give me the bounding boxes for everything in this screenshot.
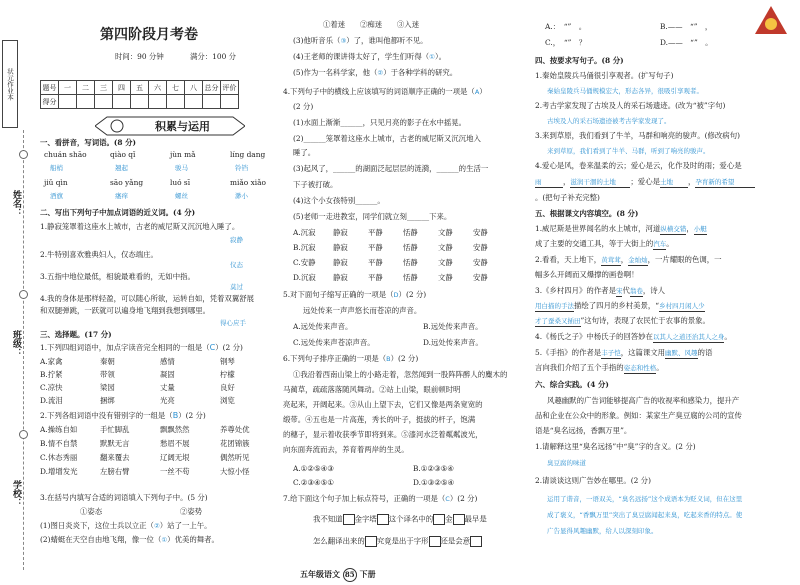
option-item: B.沉寂 bbox=[293, 243, 316, 252]
q6-passage-line: ①我沿着西南山梁上的小路走着，忽然闻到一股阵阵醉人的麋木的 bbox=[293, 370, 508, 379]
pinyin-5: jiǔ qìn bbox=[44, 178, 68, 187]
s3-q3b: (2)蜻蜓在天空自由地飞翔，像一位（①）优美的舞者。 bbox=[40, 535, 219, 544]
answer-word: 渺小 bbox=[235, 192, 248, 200]
score-header-cell: 六 bbox=[149, 81, 167, 95]
option-item: 带领 bbox=[100, 370, 115, 379]
answer-word: 螺丝 bbox=[175, 192, 188, 200]
q5-sentence: 远处传来一声声悠长而苍凉的声音。 bbox=[303, 306, 422, 315]
s6-para-2: 品和企业在公众中的形象。例如：某家生产臭豆腐的公司的宣传 bbox=[535, 411, 742, 420]
column-1 bbox=[40, 0, 275, 585]
q6-passage-line: 亮起来，开阔起来。③从山上望下去，它们又像是两条宽宽的 bbox=[283, 400, 483, 409]
s6-a2-line1: 运用了谐音，一语双关，“臭名远扬”这个成语本为贬义词，但在这里 bbox=[547, 495, 743, 503]
option-item: 安静 bbox=[473, 228, 488, 237]
score-cell bbox=[95, 95, 113, 109]
option-item: 恬静 bbox=[403, 228, 418, 237]
answer-word: 翘起 bbox=[115, 164, 128, 172]
q7-sentence-2: 怎么翻译出来的 究竟是出于字形 还是会意 bbox=[313, 536, 482, 547]
pinyin-1: chuán shāo bbox=[44, 150, 87, 159]
s6-para-3: 语是“臭名远扬，香飘万里”。 bbox=[535, 426, 632, 435]
s2-a3: 莫过 bbox=[230, 283, 243, 291]
option-item: A.操练自如 bbox=[40, 425, 78, 434]
name-label: 姓名： bbox=[11, 190, 21, 217]
s6-title: 六、综合实践。(4 分) bbox=[535, 380, 609, 389]
q4-p5: (5)老师一走进教室，同学们就立刻______下来。 bbox=[293, 212, 452, 221]
answer-word: 铃铛 bbox=[235, 164, 248, 172]
option-item: C.休态秀丽 bbox=[40, 453, 78, 462]
score-cell bbox=[77, 95, 95, 109]
s6-a2-line2: 成了褒义，“香飘万里”突出了臭豆腐闻起来臭，吃起来香的特点。使 bbox=[547, 511, 743, 519]
s4-q4-end: 。(把句子补充完整) bbox=[535, 193, 600, 202]
option-item: 静寂 bbox=[333, 228, 348, 237]
q7-opt-a: A.： “” 。 bbox=[545, 22, 587, 31]
s2-title: 二、写出下列句子中加点词语的近义词。(4 分) bbox=[40, 208, 196, 217]
s6-q1: 1.请解释这里“臭名远扬”中“臭”字的含义。(2 分) bbox=[535, 442, 696, 451]
s4-q3: 3.来到草原，我们看到了牛羊，马群和响亮的骏声。(修改病句) bbox=[535, 131, 740, 140]
option-item: 恬静 bbox=[403, 243, 418, 252]
school-label: 学校： bbox=[11, 480, 21, 507]
s6-a2-line3: 广告显得风趣幽默，给人以深刻印象。 bbox=[547, 527, 658, 535]
q6: 6.下列句子排序正确的一项是（B）(2 分) bbox=[283, 354, 419, 363]
q7-opt-c: C.， “” ？ bbox=[545, 38, 587, 47]
s4-a3: 来到草原，我们看到了牛羊、马群，听到了响亮的骏声。 bbox=[547, 147, 710, 155]
s6-a1: 臭豆腐的味道 bbox=[547, 459, 586, 467]
s2-a2: 仪态 bbox=[230, 261, 243, 269]
score-header-cell: 七 bbox=[167, 81, 185, 95]
s3-opt-1: ①姿态 bbox=[80, 507, 103, 516]
option-item: 柠檬 bbox=[220, 370, 235, 379]
s5-title: 五、根据课文内容填空。(8 分) bbox=[535, 209, 639, 218]
q4: 4.下列句子中的横线上应该填写的词语顺序正确的一项是（A） bbox=[283, 87, 487, 96]
binding-margin bbox=[0, 0, 34, 585]
option-item: 钢琴 bbox=[220, 357, 235, 366]
option-item: 梁园 bbox=[100, 383, 115, 392]
s2-q4b: 和双腿弹跳，一跃就可以遍身地飞翔到我想到哪里。 bbox=[40, 306, 210, 315]
q6-passage-line: 向东面奔流而去，养育着两岸的生灵。 bbox=[283, 445, 409, 454]
section-banner bbox=[95, 115, 245, 137]
option-item: 翻来覆去 bbox=[100, 453, 130, 462]
option-item: 静寂 bbox=[333, 273, 348, 282]
option-item: 偶然听见 bbox=[220, 453, 250, 462]
brand-note: 状元作业本 bbox=[2, 40, 18, 128]
q6-opt-b: B.①②③⑤④ bbox=[413, 464, 454, 473]
page-title: 第四阶段月考卷 bbox=[100, 27, 198, 43]
s2-a1: 寂静 bbox=[230, 236, 243, 244]
score-cell bbox=[221, 95, 239, 109]
option-item: 花团锦簇 bbox=[220, 439, 250, 448]
s4-a2: 古埃及人的采石场遗迹被考古学家发现了。 bbox=[547, 117, 671, 125]
option-item: 文静 bbox=[438, 228, 453, 237]
column-2 bbox=[283, 0, 528, 585]
s4-q2: 2.考古学家发现了古埃及人的采石场遗迹。(改为“被”字句) bbox=[535, 101, 726, 110]
s4-q4-blanks: 雨 ，滋润干涸的土地 ；爱心是土地 ，孕育新的希望 bbox=[535, 177, 755, 188]
score-header-cell: 题号 bbox=[41, 81, 59, 95]
option-item: 秦朝 bbox=[100, 357, 115, 366]
pinyin-6: sāo yǎng bbox=[110, 178, 144, 187]
page-footer bbox=[300, 568, 376, 582]
option-item: A.家禽 bbox=[40, 357, 63, 366]
s5-q3: 3.《乡村四月》的作者是宋代翁卷，诗人 bbox=[535, 286, 666, 295]
s5-q1: 1.威尼斯是世界闻名的水上城市，河道纵横交错，小艇 bbox=[535, 224, 707, 233]
footer-subject: 五年级语文 bbox=[300, 569, 340, 579]
option-item: 养尊处优 bbox=[220, 425, 250, 434]
class-label: 班级： bbox=[11, 330, 21, 357]
c2-line4: (4)王老师的课讲得太好了，学生们听得（①）。 bbox=[293, 52, 447, 61]
s5-q1b: 成了主要的交通工具，等于大街上的汽车。 bbox=[535, 239, 674, 248]
option-item: 飘飘然然 bbox=[160, 425, 190, 434]
option-item: 手忙脚乱 bbox=[100, 425, 130, 434]
s4-q4: 4.爱心是风，卷来温柔的云；爱心是云，化作及时的雨；爱心是 bbox=[535, 161, 742, 170]
option-item: 丈量 bbox=[160, 383, 175, 392]
score-cell: 得分 bbox=[41, 95, 59, 109]
option-item: 安静 bbox=[473, 258, 488, 267]
q7-opt-d: D.—— “” 。 bbox=[660, 38, 713, 47]
s6-para-1: 风趣幽默的广告词能够提高广告的收视率和感染力，提升产 bbox=[547, 396, 740, 405]
footer-term: 下册 bbox=[359, 569, 376, 579]
option-item: 恬静 bbox=[403, 258, 418, 267]
score-cell bbox=[131, 95, 149, 109]
score-table bbox=[40, 80, 239, 109]
score-header-cell: 五 bbox=[131, 81, 149, 95]
option-item: 安静 bbox=[473, 243, 488, 252]
pinyin-3: jùn mǎ bbox=[170, 150, 196, 159]
score-cell bbox=[59, 95, 77, 109]
q4-p3a: (3)起风了，______的湖面泛起层层的涟漪，______的生活一 bbox=[293, 164, 489, 173]
s3-q3a: (1)图日炎炎下，这位士兵以立正（②）站了一上午。 bbox=[40, 521, 212, 530]
s2-a4: 得心应手 bbox=[220, 319, 246, 327]
option-item: 安静 bbox=[473, 273, 488, 282]
c2-line5: (5)作为一名科学家，他（②）于各种学科的研究。 bbox=[293, 68, 458, 77]
hole-dot bbox=[19, 150, 28, 159]
q4-score: (2 分) bbox=[293, 102, 314, 111]
s2-q4a: 4.我的身体是那样轻盈，可以随心所欲，运转自如，凭着双翼舒展 bbox=[40, 294, 254, 303]
option-item: 感情 bbox=[160, 357, 175, 366]
pinyin-7: luó sī bbox=[170, 178, 191, 187]
s3-title: 三、选择题。(17 分) bbox=[40, 330, 112, 339]
s5-q5: 5.《手指》的作者是丰子恺，这篇课文用幽默、风趣的语 bbox=[535, 348, 713, 357]
s2-q1: 1.静寂笼罩着这座水上城市，古老的威尼斯又沉沉地入睡了。 bbox=[40, 222, 240, 231]
option-item: 良好 bbox=[220, 383, 235, 392]
s3-q3: 3.在括号内填写合适的词语填入下列句子中。(5 分) bbox=[40, 493, 208, 502]
score-header-cell: 评价 bbox=[221, 81, 239, 95]
option-item: B.情不自禁 bbox=[40, 439, 78, 448]
score-header-cell: 四 bbox=[113, 81, 131, 95]
option-item: 光亮 bbox=[160, 396, 175, 405]
q7-opt-b: B.—— “” ， bbox=[660, 22, 713, 31]
hole-dot bbox=[19, 430, 28, 439]
option-item: 恬静 bbox=[403, 273, 418, 282]
score-header-cell: 三 bbox=[95, 81, 113, 95]
option-item: 平静 bbox=[368, 228, 383, 237]
q4-p1: (1)水面上渐渐______，只见月亮的影子在水中摇晃。 bbox=[293, 118, 467, 127]
q6-opt-d: D.①③②⑤④ bbox=[413, 478, 455, 487]
option-item: 凝固 bbox=[160, 370, 175, 379]
option-item: 平静 bbox=[368, 273, 383, 282]
q7-sentence-1: 我不知道 金字塔 这个译名中的 金 最早是 bbox=[313, 514, 487, 524]
q5-opt-b: B.远处传来声音。 bbox=[423, 322, 483, 331]
q6-passage-line: 马蔺草，疏疏落落随风舞动。②站上山梁，眼前顿时明 bbox=[283, 385, 461, 394]
pinyin-2: qiào qǐ bbox=[110, 150, 136, 159]
s5-q3b: 用白描的手法描绘了四月的乡村美景，“乡村四月闲人少 bbox=[535, 301, 705, 310]
word-options: ①着迷 ②痴迷 ③入迷 bbox=[323, 20, 420, 29]
answer-word: 骏马 bbox=[175, 164, 188, 172]
pinyin-8: miǎo xiǎo bbox=[230, 178, 266, 187]
option-item: C.凉快 bbox=[40, 383, 63, 392]
q6-passage-line: 的穗子，显示着收获季节即将到来。⑤漆河水泛着粼粼波光， bbox=[283, 430, 483, 439]
option-item: 文静 bbox=[438, 273, 453, 282]
option-item: D.增增发光 bbox=[40, 467, 78, 476]
option-item: 浏览 bbox=[220, 396, 235, 405]
s4-q1: 1.秦始皇陵兵马俑很引享观者。(扩写句子) bbox=[535, 71, 674, 80]
column-3 bbox=[535, 0, 797, 585]
option-item: B.拧紧 bbox=[40, 370, 63, 379]
q6-passage-line: 缎带。④五也是一片高莲，秀长的叶子，挺拔的杆子，饱满 bbox=[283, 415, 476, 424]
answer-word: 船梢 bbox=[50, 164, 63, 172]
option-item: 文静 bbox=[438, 258, 453, 267]
option-item: 平静 bbox=[368, 243, 383, 252]
option-item: 愁眉不展 bbox=[160, 439, 190, 448]
option-item: 一丝不苟 bbox=[160, 467, 190, 476]
option-item: A.沉寂 bbox=[293, 228, 316, 237]
q4-p2a: (2)______笼罩着这座水上城市，古老的威尼斯又沉沉地入 bbox=[293, 134, 481, 143]
c2-line3: (3)他听音乐（③）了，谁叫他都听不见。 bbox=[293, 36, 428, 45]
s6-q2: 2.请谈谈这则广告妙在哪里。(2 分) bbox=[535, 476, 651, 485]
q5-opt-d: D.远处传来声音。 bbox=[423, 338, 483, 347]
q6-opt-a: A.①②⑤④③ bbox=[293, 464, 334, 473]
full-score: 满分：100 分 bbox=[190, 52, 237, 61]
s4-title: 四、按要求写句子。(8 分) bbox=[535, 56, 624, 65]
option-item: D.沉寂 bbox=[293, 273, 316, 282]
banner-text: 积累与运用 bbox=[155, 120, 210, 133]
option-item: C.安静 bbox=[293, 258, 316, 267]
q7: 7.给下面这个句子加上标点符号，正确的一项是（C）(2 分) bbox=[283, 494, 478, 503]
option-item: 辽阔无垠 bbox=[160, 453, 190, 462]
s3-opt-2: ②姿势 bbox=[180, 507, 203, 516]
score-header-cell: 二 bbox=[77, 81, 95, 95]
cut-line bbox=[23, 130, 24, 570]
score-cell bbox=[185, 95, 203, 109]
pinyin-4: líng dang bbox=[230, 150, 266, 159]
answer-word: 瘙痒 bbox=[115, 192, 128, 200]
score-header-cell: 八 bbox=[185, 81, 203, 95]
page-number: 85 bbox=[343, 568, 357, 582]
option-item: 静寂 bbox=[333, 243, 348, 252]
publisher-logo-icon bbox=[753, 4, 789, 40]
s1-title: 一、看拼音，写词语。(8 分) bbox=[40, 138, 137, 147]
q5: 5.对下面句子缩写正确的一项是（D）(2 分) bbox=[283, 290, 427, 299]
q4-p2b: 睡了。 bbox=[293, 148, 316, 157]
s3-q1: 1.下列四组词语中，加点字读音完全相同的一组是（C）(2 分) bbox=[40, 343, 243, 352]
q4-p3b: 下子被打破。 bbox=[293, 180, 338, 189]
s5-q2: 2.看看，天上地下，黄茸茸，金灿灿，一片耀眼的色调，一 bbox=[535, 255, 722, 264]
q4-p4: (4)这个小女孩特别______。 bbox=[293, 196, 385, 205]
s5-q3c: 才了蚕桑又插田”这句诗，表现了农民忙于农事的景象。 bbox=[535, 316, 710, 325]
option-item: 静寂 bbox=[333, 258, 348, 267]
score-cell bbox=[113, 95, 131, 109]
option-item: 左膀右臂 bbox=[100, 467, 130, 476]
score-header-cell: 总分 bbox=[203, 81, 221, 95]
score-cell bbox=[149, 95, 167, 109]
answer-word: 酒旗 bbox=[50, 192, 63, 200]
s3-q2: 2.下列各组词语中没有错别字的一组是（B）(2 分) bbox=[40, 411, 206, 420]
score-header-cell: 一 bbox=[59, 81, 77, 95]
option-item: 平静 bbox=[368, 258, 383, 267]
s5-q4: 4.《杨氏之子》中杨氏子的回答妙在以其人之道还治其人之身。 bbox=[535, 332, 732, 341]
option-item: 默默无言 bbox=[100, 439, 130, 448]
q5-opt-c: C.远处传来声苍凉声音。 bbox=[293, 338, 375, 347]
option-item: 文静 bbox=[438, 243, 453, 252]
s4-a1: 秦始皇陵兵马俑规模宏大，形态各异，很吸引享观者。 bbox=[547, 87, 703, 95]
score-cell bbox=[203, 95, 221, 109]
option-item: 大惊小怪 bbox=[220, 467, 250, 476]
time-limit: 时间：90 分钟 bbox=[115, 52, 164, 61]
s5-q2b: 幅多么开阔而又爆撑的画卷啊！ bbox=[535, 270, 639, 279]
q5-opt-a: A.远处传来声音。 bbox=[293, 322, 353, 331]
q6-opt-c: C.②③④⑤① bbox=[293, 478, 334, 487]
option-item: 捆绑 bbox=[100, 396, 115, 405]
score-cell bbox=[167, 95, 185, 109]
hole-dot bbox=[19, 290, 28, 299]
s2-q3: 3.五指中地位最低，相貌最难看的，无如中指。 bbox=[40, 272, 195, 281]
s2-q2: 2.牛特别喜欢雅典妇人，仅态端庄。 bbox=[40, 250, 158, 259]
option-item: D.流泪 bbox=[40, 396, 63, 405]
s5-q5b: 言向我们介绍了五个手指的姿态和性格。 bbox=[535, 363, 664, 372]
